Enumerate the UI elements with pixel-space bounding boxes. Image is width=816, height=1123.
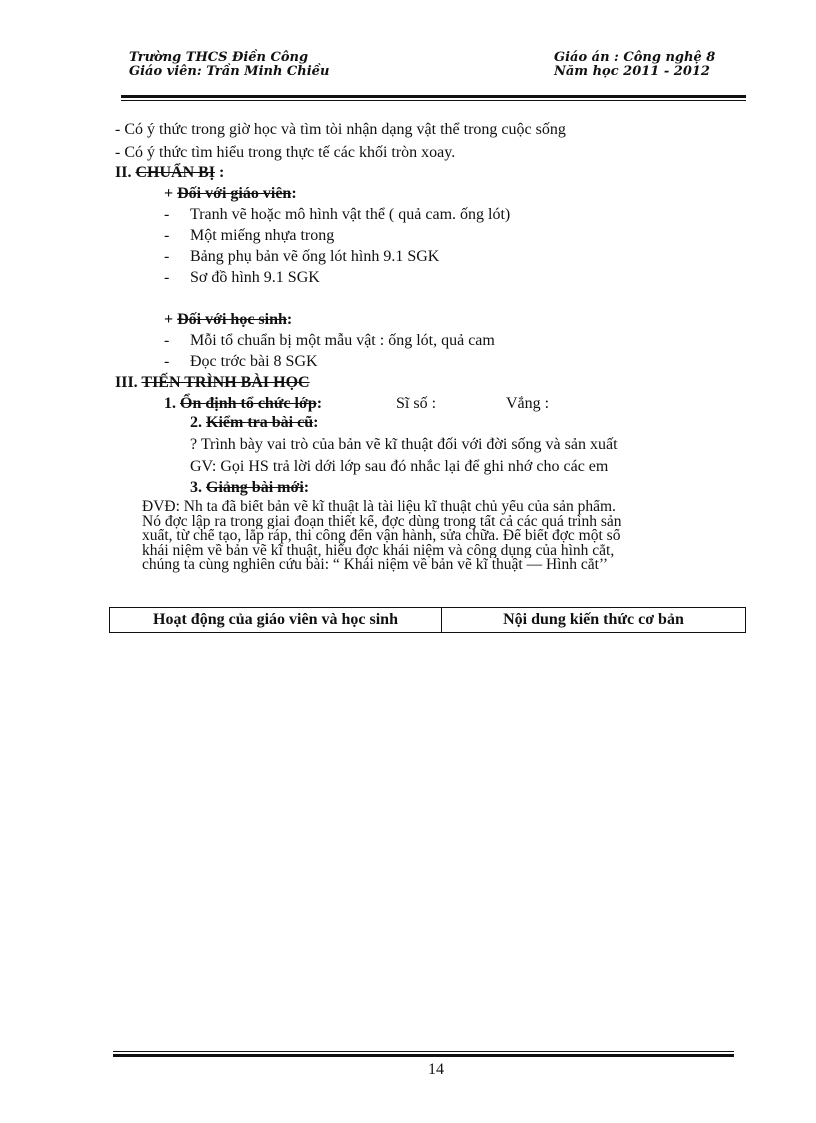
review-instruction: GV: Gọi HS trả lời dới lớp sau đó nhắc lại để ghi nhớ cho các em xyxy=(190,458,609,475)
heading-suffix: : xyxy=(286,311,293,328)
step-suffix: : xyxy=(313,414,319,431)
teacher-heading xyxy=(164,184,297,204)
list-item-text: Sơ đồ hình 9.1 SGK xyxy=(190,269,320,286)
absent-label: Vắng : xyxy=(506,395,550,412)
list-item: - Tranh vẽ hoặc mô hình vật thể ( quả cam. ống lót) xyxy=(164,206,511,223)
step-suffix: : xyxy=(316,395,323,412)
section-number: III. xyxy=(115,374,142,391)
student-heading-text: Đối với học sinh xyxy=(177,311,287,328)
objective-line: - Có ý thức trong giờ học và tìm tòi nhận dạng vật thể trong cuộc sống xyxy=(115,121,566,138)
heading-prefix: + xyxy=(164,185,178,202)
step-heading xyxy=(164,394,322,414)
intro-line: chúng ta cùng nghiên cứu bài: “ Khái niệm về bản vẽ kĩ thuật — Hình cắt’’ xyxy=(142,558,609,573)
list-item: - Đọc trớc bài 8 SGK xyxy=(164,353,318,370)
section-number: II. xyxy=(115,164,136,181)
header-rule-thin xyxy=(121,100,746,101)
section-heading xyxy=(115,373,310,393)
list-item-text: Mỗi tổ chuẩn bị một mẫu vật : ống lót, quả cam xyxy=(190,332,495,349)
list-item: - Mỗi tổ chuẩn bị một mẫu vật : ống lót, quả cam xyxy=(164,332,495,349)
list-item: - Sơ đồ hình 9.1 SGK xyxy=(164,269,320,286)
step-title: Ổn định tổ chức lớp xyxy=(180,395,317,412)
section-suffix: : xyxy=(215,164,225,181)
step-suffix: : xyxy=(303,479,310,496)
step-number: 3. xyxy=(190,479,206,496)
header-school-year: Năm học 2011 - 2012 xyxy=(554,64,710,79)
header-subject: Giáo án : Công nghệ 8 xyxy=(554,50,716,65)
header-school: Trường THCS Điền Công xyxy=(129,50,309,65)
table-header-activities: Hoạt động của giáo viên và học sinh xyxy=(110,608,442,633)
student-heading xyxy=(164,310,292,330)
lesson-intro xyxy=(142,500,758,573)
heading-suffix: : xyxy=(291,185,297,202)
header-rule-thick xyxy=(121,95,746,98)
table-header-content: Nội dung kiến thức cơ bản xyxy=(442,608,746,633)
step-title: Giảng bài mới xyxy=(206,479,304,496)
intro-line: khái niệm về bản vẽ kĩ thuật, hiểu đợc khái niệm và công dụng của hình cắt, xyxy=(142,543,615,558)
list-item-text: Đọc trớc bài 8 SGK xyxy=(190,353,318,370)
table-row xyxy=(110,608,746,633)
list-item-text: Một miếng nhựa trong xyxy=(190,227,335,244)
list-item: - Một miếng nhựa trong xyxy=(164,227,335,244)
section-title: CHUẨN BỊ xyxy=(135,164,216,181)
step-heading xyxy=(190,478,309,498)
activity-table xyxy=(109,607,746,633)
header-teacher: Giáo viên: Trần Minh Chiều xyxy=(129,64,330,79)
list-item: - Bảng phụ bản vẽ ống lót hình 9.1 SGK xyxy=(164,248,440,265)
intro-line: Nó đợc lập ra trong giai đoạn thiết kế, đợc dùng trong tất cả các quá trình sản xyxy=(142,514,622,529)
step-heading xyxy=(190,413,318,433)
step-title: Kiểm tra bài cũ xyxy=(206,414,314,431)
intro-line: ĐVĐ: Nh ta đã biết bản vẽ kĩ thuật là tài liệu kĩ thuật chủ yếu của sản phẩm. xyxy=(142,500,616,515)
teacher-heading-text: Đối với giáo viên xyxy=(177,185,292,202)
objective-line: - Có ý thức tìm hiểu trong thực tế các khối tròn xoay. xyxy=(115,144,456,161)
footer-rule-thin xyxy=(113,1051,734,1052)
footer-rule-thick xyxy=(113,1054,734,1057)
page-number: 14 xyxy=(428,1061,444,1078)
class-size-label: Sĩ số : xyxy=(396,395,437,412)
list-item-text: Bảng phụ bản vẽ ống lót hình 9.1 SGK xyxy=(190,248,440,265)
review-question: ? Trình bày vai trò của bản vẽ kĩ thuật đối với đời sống và sản xuất xyxy=(190,436,618,453)
intro-line: xuất, từ chế tạo, lắp ráp, thi công đến vận hành, sửa chữa. Để biết đợc một số xyxy=(142,529,621,544)
step-number: 1. xyxy=(164,395,180,412)
section-title: TIẾN TRÌNH BÀI HỌC xyxy=(141,374,310,391)
step-number: 2. xyxy=(190,414,206,431)
list-item-text: Tranh vẽ hoặc mô hình vật thể ( quả cam. ống lót) xyxy=(190,206,511,223)
heading-prefix: + xyxy=(164,311,178,328)
section-heading xyxy=(115,163,224,183)
